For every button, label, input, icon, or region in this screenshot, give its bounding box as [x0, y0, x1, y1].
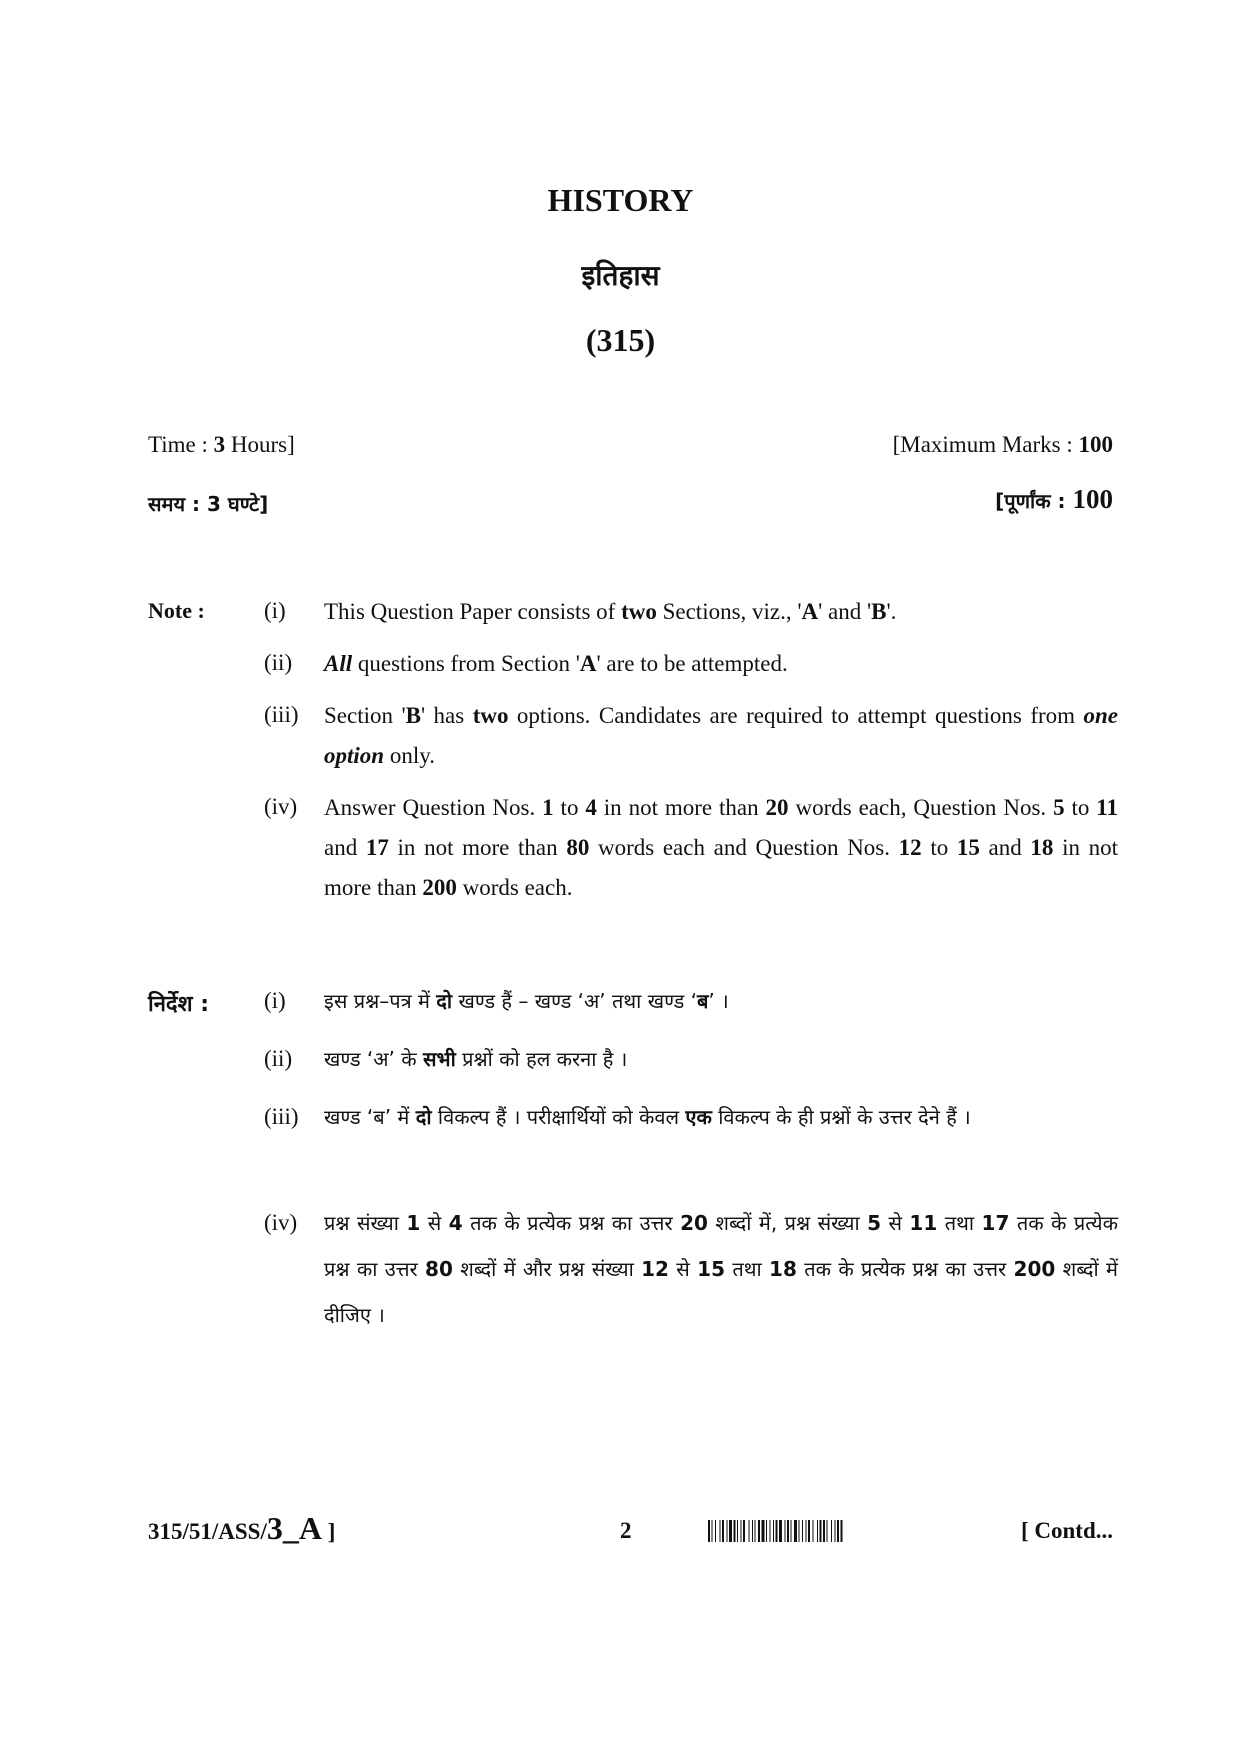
paper-title-hindi: इतिहास	[581, 259, 660, 292]
marks-hi: [पूर्णांक : 100	[995, 484, 1113, 514]
note-hi-num-iv: (iv)	[264, 1210, 298, 1235]
note-hi-iv: प्रश्न संख्या 1 से 4 तक के प्रत्येक प्रश्न का उत्तर 20 शब्दों में, प्रश्न संख्या 5 से 11 तथा 17 तक के प्रत्येक प्रश्न का उत्तर 80 शब्दों में और प्रश्न संख्या 12 से 15 तथा 18 तक के प्रत्येक प्रश्न का उत्तर 200 शब्दों में दीजिए ।	[324, 1211, 1118, 1327]
note-en-num-ii: (ii)	[264, 650, 293, 675]
paper-title: HISTORY	[547, 182, 694, 218]
note-en-iii: Section 'B' has two options. Candidates are required to attempt questions from one option only.	[324, 703, 1118, 768]
note-hi-num-ii: (ii)	[264, 1046, 293, 1071]
note-en-iv: Answer Question Nos. 1 to 4 in not more than 20 words each, Question Nos. 5 to 11 and 17 in not more than 80 words each and Question Nos. 12 to 15 and 18 in not more than 200 words each.	[324, 795, 1119, 900]
paper-code: (315)	[585, 322, 656, 358]
time-en: Time : 3 Hours]	[148, 432, 295, 457]
note-en-num-iii: (iii)	[264, 702, 299, 727]
note-hi-num-iii: (iii)	[264, 1104, 299, 1129]
note-hi-i: इस प्रश्न–पत्र में दो खण्ड हैं – खण्ड ‘अ’ तथा खण्ड ‘ब’ ।	[324, 989, 729, 1013]
paper-footer-code: 315/51/ASS/3_A ]	[148, 1510, 336, 1546]
barcode-icon	[708, 1520, 978, 1542]
time-hi: समय : 3 घण्टे]	[148, 492, 269, 516]
note-hi-iii: खण्ड ‘ब’ में दो विकल्प हैं । परीक्षार्थियों को केवल एक विकल्प के ही प्रश्नों के उत्तर देने हैं ।	[324, 1105, 971, 1129]
nirdesh-label: निर्देश :	[148, 992, 210, 1017]
note-en-i: This Question Paper consists of two Sections, viz., 'A' and 'B'.	[324, 599, 897, 624]
note-hi-ii: खण्ड ‘अ’ के सभी प्रश्नों को हल करना है ।	[324, 1047, 628, 1071]
marks-en: [Maximum Marks : 100	[892, 432, 1113, 457]
note-en-ii: All questions from Section 'A' are to be attempted.	[324, 651, 788, 676]
note-en-num-iv: (iv)	[264, 794, 298, 819]
note-label: Note :	[148, 598, 205, 623]
contd-label: [ Contd...	[1020, 1518, 1113, 1543]
note-en-num-i: (i)	[264, 598, 286, 623]
note-hi-num-i: (i)	[264, 988, 286, 1013]
page-number: 2	[620, 1518, 632, 1543]
